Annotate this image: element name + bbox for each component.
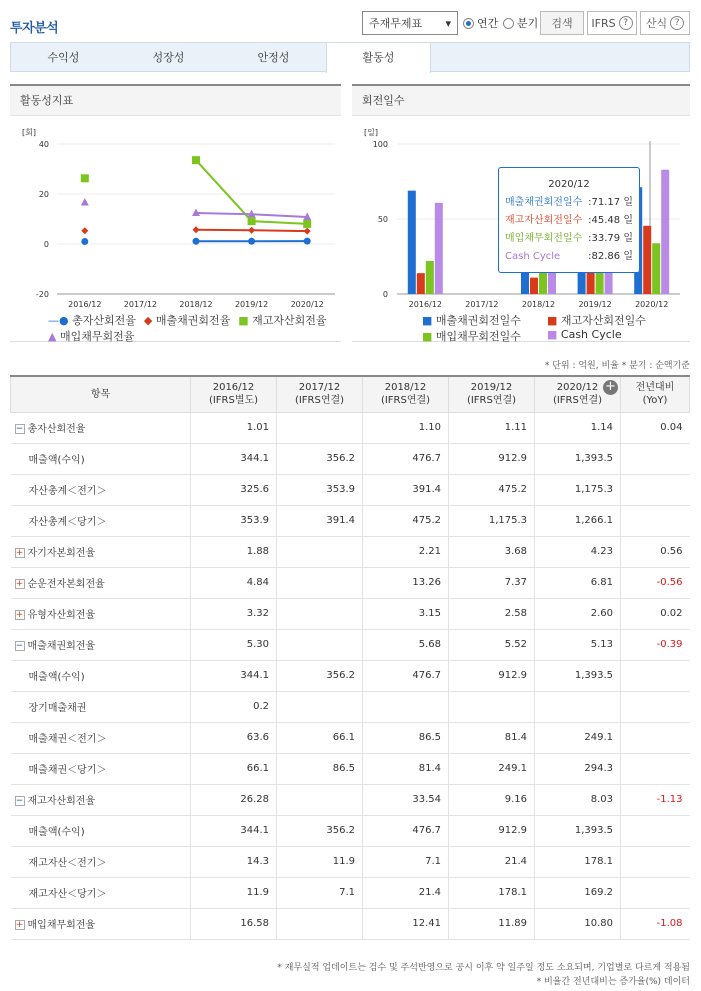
tooltip-label: 매출채권회전일수	[505, 197, 583, 208]
column-header-text: 2020/12 (IFRS연결)	[552, 382, 603, 407]
table-cell: 21.4	[363, 877, 449, 908]
y-tick-label: 100	[372, 140, 388, 149]
table-cell: 5.68	[363, 629, 449, 660]
row-label-cell	[11, 629, 191, 660]
footnote: * 재무실적 업데이트는 검수 및 주석반영으로 공시 이후 약 일주일 정도 소요되며, 기업별로 다르게 적용됨	[277, 963, 690, 973]
row-label-cell	[11, 412, 191, 443]
legend-label: 총자산회전율	[72, 314, 136, 327]
legend-item[interactable]	[238, 312, 326, 328]
triangle-marker-icon: ▲	[48, 330, 57, 343]
table-cell: 81.4	[363, 753, 449, 784]
panel-title: 활동성지표	[10, 86, 341, 116]
column-header: 전년대비 (YoY)	[621, 376, 690, 412]
table-row[interactable]	[11, 598, 690, 629]
row-label-cell	[11, 567, 191, 598]
x-tick-label: 2019/12	[578, 300, 612, 309]
tooltip	[498, 167, 640, 273]
table-cell: 14.3	[191, 846, 277, 877]
table-row	[11, 474, 690, 505]
legend-item[interactable]	[48, 328, 134, 344]
table-cell: -0.39	[621, 629, 690, 660]
bar	[661, 170, 669, 294]
table-cell: 169.2	[535, 877, 621, 908]
expand-icon[interactable]: +	[15, 920, 24, 930]
table-cell: 476.7	[363, 660, 449, 691]
y-tick-label: 0	[382, 290, 388, 299]
y-tick-label: 0	[43, 240, 49, 249]
table-cell: 8.03	[535, 784, 621, 815]
table-cell	[277, 629, 363, 660]
column-header: 항목	[11, 376, 191, 412]
table-cell: 1,266.1	[535, 505, 621, 536]
table-cell: 0.02	[621, 598, 690, 629]
table-cell	[621, 660, 690, 691]
analysis-tabs	[10, 42, 690, 72]
table-cell: 391.4	[363, 474, 449, 505]
table-row[interactable]	[11, 412, 690, 443]
table-cell	[621, 443, 690, 474]
column-header: 2019/12 (IFRS연결)	[449, 376, 535, 412]
row-label-cell	[11, 784, 191, 815]
row-label: 매출채권＜당기＞	[28, 765, 107, 776]
table-cell	[277, 536, 363, 567]
table-cell	[621, 505, 690, 536]
expand-icon[interactable]: +	[15, 610, 24, 620]
legend-item[interactable]	[422, 312, 547, 328]
activity-chart-panel	[10, 84, 341, 342]
data-point	[81, 238, 88, 245]
row-label: 매출채권회전율	[27, 641, 96, 652]
table-cell: 476.7	[363, 815, 449, 846]
table-cell: 16.58	[191, 908, 277, 939]
formula-label: 산식	[645, 17, 668, 30]
tab-growth[interactable]: 성장성	[152, 51, 185, 64]
table-cell	[363, 691, 449, 722]
tab-stability[interactable]: 안정성	[257, 51, 290, 64]
turnover-days-panel	[352, 84, 690, 342]
x-tick-label: 2017/12	[465, 300, 499, 309]
expand-icon[interactable]: +	[15, 548, 24, 558]
table-cell: 4.23	[535, 536, 621, 567]
row-label: 자기자본회전율	[27, 548, 96, 559]
table-cell: 86.5	[277, 753, 363, 784]
line-chart	[10, 117, 341, 343]
x-tick-label: 2018/12	[521, 300, 556, 309]
table-cell: 1.10	[363, 412, 449, 443]
help-icon: ?	[670, 16, 684, 30]
row-label-cell	[11, 846, 191, 877]
radio-dot-icon	[503, 18, 514, 29]
diamond-marker-icon: ◆	[143, 314, 153, 327]
table-header-row	[11, 376, 690, 412]
square-marker-icon: ■	[422, 314, 433, 327]
table-cell: 1,393.5	[535, 443, 621, 474]
table-cell: 5.30	[191, 629, 277, 660]
row-label: 순운전자본회전율	[27, 579, 105, 590]
row-label-cell	[11, 908, 191, 939]
table-cell	[621, 815, 690, 846]
legend-item[interactable]	[547, 328, 622, 344]
table-cell	[621, 474, 690, 505]
table-cell: 0.04	[621, 412, 690, 443]
line-legend	[48, 312, 338, 344]
row-label: 매출액(수익)	[28, 455, 85, 466]
table-cell: 249.1	[535, 722, 621, 753]
table-cell: 21.4	[449, 846, 535, 877]
table-cell	[277, 691, 363, 722]
data-point	[303, 220, 311, 228]
footnote: * 비율간 전년대비는 증가율(%) 데이터	[536, 977, 690, 987]
table-row	[11, 660, 690, 691]
row-label: 매출채권＜전기＞	[28, 734, 107, 745]
table-cell: 344.1	[191, 660, 277, 691]
table-cell: 475.2	[363, 505, 449, 536]
table-cell: 2.60	[535, 598, 621, 629]
x-tick-label: 2017/12	[123, 300, 158, 309]
row-label-cell	[11, 753, 191, 784]
table-cell	[621, 877, 690, 908]
table-cell: 66.1	[191, 753, 277, 784]
table-cell: 11.9	[277, 846, 363, 877]
table-cell: 81.4	[449, 722, 535, 753]
data-point	[193, 226, 200, 233]
data-point	[192, 156, 200, 164]
x-tick-label: 2016/12	[408, 300, 442, 309]
table-cell: 1,175.3	[449, 505, 535, 536]
radio-quarter-label: 분기	[517, 17, 539, 30]
table-cell: 325.6	[191, 474, 277, 505]
bar	[643, 226, 651, 294]
table-cell: -1.08	[621, 908, 690, 939]
x-tick-label: 2020/12	[635, 300, 669, 309]
legend-label: 매출채권회전율	[155, 314, 231, 327]
row-label: 재고자산＜전기＞	[28, 858, 107, 869]
data-point	[304, 238, 311, 245]
table-cell: 2.21	[363, 536, 449, 567]
table-cell: 11.89	[449, 908, 535, 939]
y-tick-label: 20	[38, 190, 49, 199]
legend-label: 매입채무회전일수	[435, 330, 521, 343]
row-label: 재고자산회전율	[27, 796, 96, 807]
table-row	[11, 753, 690, 784]
data-point	[248, 238, 255, 245]
table-cell: 10.80	[535, 908, 621, 939]
y-axis-unit: [회]	[22, 128, 36, 137]
table-row[interactable]	[11, 908, 690, 939]
help-icon: ?	[619, 16, 633, 30]
table-row	[11, 691, 690, 722]
table-cell	[621, 691, 690, 722]
collapse-icon[interactable]: −	[15, 424, 24, 434]
data-point	[248, 217, 256, 225]
search-button[interactable]: 검색	[540, 11, 584, 35]
table-row[interactable]	[11, 784, 690, 815]
y-tick-label: 50	[377, 215, 388, 224]
bar	[408, 191, 416, 294]
legend-item[interactable]	[48, 312, 136, 328]
table-cell	[277, 598, 363, 629]
page-title: 투자분석	[10, 21, 59, 36]
column-header: 2017/12 (IFRS연결)	[277, 376, 363, 412]
table-cell: 1.14	[535, 412, 621, 443]
tooltip-value: :71.17 일	[588, 197, 633, 208]
tooltip-label: 매입채무회전일수	[505, 233, 583, 244]
square-marker-icon: ■	[547, 328, 558, 341]
row-label-cell	[11, 660, 191, 691]
square-marker-icon: ■	[422, 330, 433, 343]
table-cell	[277, 567, 363, 598]
tab-profitability[interactable]: 수익성	[47, 51, 80, 64]
unit-note: * 단위 : 억원, 비율 * 분기 : 순액기준	[544, 361, 690, 371]
table-cell: 356.2	[277, 815, 363, 846]
panel-title: 회전일수	[352, 86, 690, 116]
table-cell: 912.9	[449, 660, 535, 691]
table-cell: 4.84	[191, 567, 277, 598]
radio-quarter[interactable]	[503, 11, 538, 35]
financial-table	[10, 375, 690, 940]
bar-legend	[422, 312, 682, 344]
x-tick-label: 2019/12	[234, 300, 269, 309]
table-cell: 11.9	[191, 877, 277, 908]
table-cell: 912.9	[449, 815, 535, 846]
table-row	[11, 815, 690, 846]
table-cell: 5.13	[535, 629, 621, 660]
x-tick-label: 2018/12	[179, 300, 213, 309]
circle-marker-icon: —●	[48, 314, 69, 327]
square-marker-icon: ■	[547, 314, 558, 327]
legend-label: 매출채권회전일수	[435, 314, 521, 327]
table-cell: 1,175.3	[535, 474, 621, 505]
legend-label: 매입채무회전율	[59, 330, 135, 343]
statement-select-value: 주재무제표	[369, 17, 423, 30]
table-cell: 1.88	[191, 536, 277, 567]
row-label: 매출액(수익)	[28, 672, 85, 683]
row-label: 매출액(수익)	[28, 827, 85, 838]
data-point	[248, 227, 255, 234]
table-cell: 353.9	[277, 474, 363, 505]
table-cell	[621, 753, 690, 784]
legend-label: Cash Cycle	[560, 328, 622, 341]
table-cell: -0.56	[621, 567, 690, 598]
table-row	[11, 722, 690, 753]
legend-item[interactable]	[422, 328, 547, 344]
table-cell: 7.1	[277, 877, 363, 908]
data-point	[81, 174, 89, 182]
table-row	[11, 443, 690, 474]
table-cell: 476.7	[363, 443, 449, 474]
table-cell: 5.52	[449, 629, 535, 660]
table-cell: 33.54	[363, 784, 449, 815]
table-cell: 294.3	[535, 753, 621, 784]
radio-annual-label: 연간	[477, 17, 499, 30]
tooltip-label: Cash Cycle	[505, 251, 561, 262]
bar	[435, 203, 443, 294]
bar	[652, 243, 660, 294]
row-label-cell	[11, 815, 191, 846]
table-cell: 9.16	[449, 784, 535, 815]
collapse-icon[interactable]: −	[15, 796, 24, 806]
table-cell: 6.81	[535, 567, 621, 598]
table-cell: 1.11	[449, 412, 535, 443]
column-header: 2018/12 (IFRS연결)	[363, 376, 449, 412]
table-cell: 7.1	[363, 846, 449, 877]
x-tick-label: 2020/12	[290, 300, 324, 309]
table-cell: 63.6	[191, 722, 277, 753]
table-cell: 3.68	[449, 536, 535, 567]
data-point	[304, 228, 311, 235]
table-cell: 1,393.5	[535, 815, 621, 846]
row-label-cell	[11, 598, 191, 629]
y-axis-unit: [일]	[364, 128, 378, 137]
table-row[interactable]	[11, 629, 690, 660]
ifrs-label: IFRS	[591, 16, 616, 30]
legend-item[interactable]	[547, 312, 646, 328]
table-cell: 86.5	[363, 722, 449, 753]
table-cell: 26.28	[191, 784, 277, 815]
column-header: 2016/12 (IFRS별도)	[191, 376, 277, 412]
table-cell: 912.9	[449, 443, 535, 474]
table-cell	[535, 691, 621, 722]
data-point	[193, 238, 200, 245]
table-cell: 0.56	[621, 536, 690, 567]
formula-help-button[interactable]	[640, 11, 690, 35]
row-label: 자산총계＜당기＞	[28, 517, 107, 528]
tooltip-value: :33.79 일	[588, 233, 633, 244]
table-cell: 391.4	[277, 505, 363, 536]
tooltip-value: :45.48 일	[588, 215, 633, 226]
ifrs-help-button[interactable]	[587, 11, 637, 35]
tooltip-value: :82.86 일	[588, 251, 633, 262]
table-row	[11, 877, 690, 908]
row-label-cell	[11, 722, 191, 753]
row-label: 재고자산＜당기＞	[28, 889, 107, 900]
row-label: 유형자산회전율	[27, 610, 96, 621]
table-cell: -1.13	[621, 784, 690, 815]
bar	[530, 278, 538, 294]
collapse-icon[interactable]: −	[15, 641, 24, 651]
table-row[interactable]	[11, 567, 690, 598]
statement-select[interactable]	[362, 11, 458, 35]
row-label-cell	[11, 474, 191, 505]
table-cell: 356.2	[277, 660, 363, 691]
y-tick-label: -20	[35, 290, 49, 299]
legend-label: 재고자산회전율	[252, 314, 327, 327]
table-row	[11, 846, 690, 877]
row-label: 자산총계＜전기＞	[28, 486, 107, 497]
bar	[426, 261, 434, 294]
table-cell: 13.26	[363, 567, 449, 598]
legend-label: 재고자산회전일수	[560, 314, 646, 327]
radio-dot-icon	[463, 18, 474, 29]
row-label-cell	[11, 505, 191, 536]
data-point	[81, 198, 89, 206]
table-cell: 0.2	[191, 691, 277, 722]
table-cell: 344.1	[191, 443, 277, 474]
row-label-cell	[11, 691, 191, 722]
row-label: 총자산회전율	[27, 424, 86, 435]
tab-activity[interactable]: 활동성	[326, 42, 431, 73]
square-marker-icon: ■	[238, 314, 249, 327]
table-cell: 3.32	[191, 598, 277, 629]
table-row	[11, 505, 690, 536]
table-cell	[449, 691, 535, 722]
table-cell	[277, 784, 363, 815]
tooltip-title: 2020/12	[548, 179, 590, 190]
row-label: 매입채무회전율	[27, 920, 96, 931]
table-cell	[621, 722, 690, 753]
table-cell: 356.2	[277, 443, 363, 474]
row-label-cell	[11, 877, 191, 908]
table-cell: 249.1	[449, 753, 535, 784]
table-cell	[277, 412, 363, 443]
column-header	[535, 376, 621, 412]
table-cell: 3.15	[363, 598, 449, 629]
add-circle-icon[interactable]: +	[603, 380, 618, 395]
row-label-cell	[11, 443, 191, 474]
table-cell: 7.37	[449, 567, 535, 598]
data-point	[81, 227, 88, 234]
y-tick-label: 40	[38, 140, 49, 149]
table-cell: 12.41	[363, 908, 449, 939]
table-cell: 178.1	[449, 877, 535, 908]
chevron-down-icon: ▾	[445, 16, 451, 30]
table-cell	[621, 846, 690, 877]
table-cell: 475.2	[449, 474, 535, 505]
expand-icon[interactable]: +	[15, 579, 24, 589]
table-cell: 1.01	[191, 412, 277, 443]
radio-annual[interactable]	[463, 11, 498, 35]
table-cell: 66.1	[277, 722, 363, 753]
row-label-cell	[11, 536, 191, 567]
table-cell	[277, 908, 363, 939]
table-cell: 344.1	[191, 815, 277, 846]
legend-item[interactable]	[144, 312, 230, 328]
bar	[417, 273, 425, 294]
tooltip-label: 재고자산회전일수	[505, 215, 583, 226]
table-cell: 1,393.5	[535, 660, 621, 691]
table-cell: 2.58	[449, 598, 535, 629]
x-tick-label: 2016/12	[68, 300, 102, 309]
table-cell: 353.9	[191, 505, 277, 536]
table-cell: 178.1	[535, 846, 621, 877]
table-row[interactable]	[11, 536, 690, 567]
row-label: 장기매출채권	[28, 703, 87, 714]
